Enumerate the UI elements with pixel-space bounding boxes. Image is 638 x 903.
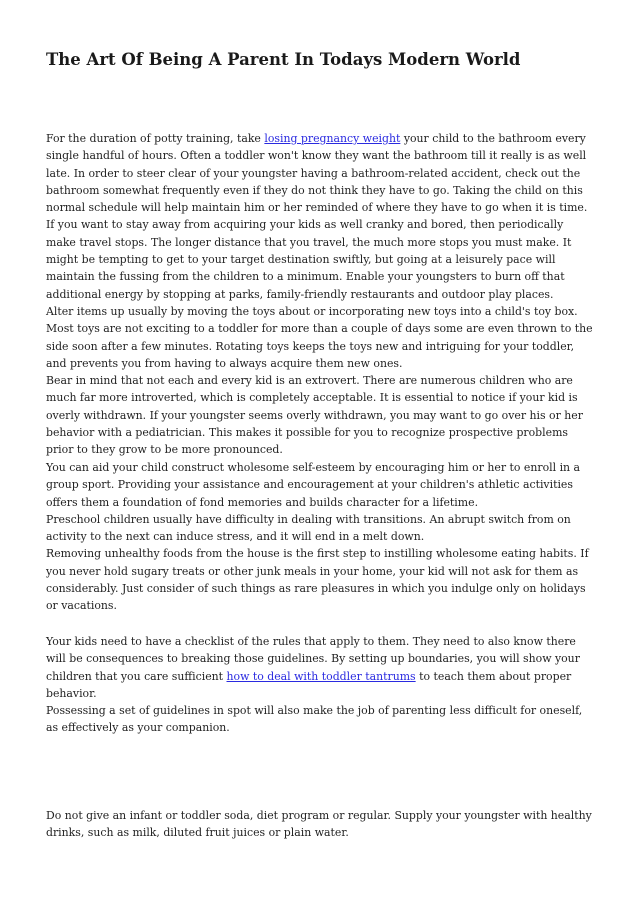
paragraph-text: Your kids need to have a checklist of the rules that apply to them. They need to also know there will be consequences to breaking those guidelines. By setting up boundaries, you will show your children that you care sufficient <box>46 635 580 683</box>
paragraph <box>46 130 594 216</box>
losing-pregnancy-weight-link[interactable]: losing pregnancy weight <box>264 132 401 145</box>
paragraph <box>46 633 594 702</box>
paragraph: Do not give an infant or toddler soda, diet program or regular. Supply your youngster with healthy drinks, such as milk, diluted fruit juices or plain water. <box>46 809 592 840</box>
paragraph-text: your child to the bathroom every single handful of hours. Often a toddler won't know they want the bathroom till it really is as well late. In order to steer clear of your youngster having a bathroom-related accident, check out the bathroom somewhat frequently even if they do not think they have to go. Taking the child on this normal schedule will help maintain him or her reminded of where they have to go when it is time. <box>46 132 588 215</box>
toddler-tantrums-link[interactable]: how to deal with toddler tantrums <box>226 669 416 683</box>
paragraph: Preschool children usually have difficulty in dealing with transitions. An abrupt switch from on activity to the next can induce stress, and it will end in a melt down. <box>46 512 571 544</box>
paragraph-text: to teach them about proper behavior. <box>46 669 572 700</box>
section-1 <box>46 130 594 459</box>
page-title: The Art Of Being A Parent In Todays Modern World <box>46 50 521 69</box>
paragraph-text: For the duration of potty training, take <box>46 132 265 145</box>
section-2 <box>46 459 594 615</box>
paragraph: Bear in mind that not each and every kid is an extrovert. There are numerous children who are much far more introverted, which is completely acceptable. It is essential to notice if your kid is overly withdrawn. If your youngster seems overly withdrawn, you may want to go over his or her behavior with a pediatrician. This makes it possible for you to recognize prospective problems prior to they grow to be more pronounced. <box>46 374 583 457</box>
section-3 <box>46 633 594 737</box>
paragraph: Removing unhealthy foods from the house is the first step to instilling wholesome eating habits. If you never hold sugary treats or other junk meals in your home, your kid will not ask for them as considerably. Just consider of such things as rare pleasures in which you indulge only on holidays or vacations. <box>46 547 589 613</box>
paragraph: If you want to stay away from acquiring your kids as well cranky and bored, then periodically make travel stops. The longer distance that you travel, the much more stops you must make. It might be tempting to get to your target destination swiftly, but going at a leisurely pace will maintain the fussing from the children to a minimum. Enable your youngsters to burn off that additional energy by stopping at parks, family-friendly restaurants and outdoor play places. <box>46 218 572 301</box>
paragraph: You can aid your child construct wholesome self-esteem by encouraging him or her to enroll in a group sport. Providing your assistance and encouragement at your children's athletic activities offers them a foundation of fond memories and builds character for a lifetime. <box>46 461 581 509</box>
paragraph: Possessing a set of guidelines in spot will also make the job of parenting less difficult for oneself, as effectively as your companion. <box>46 704 583 735</box>
paragraph: Alter items up usually by moving the toys about or incorporating new toys into a child's toy box. Most toys are not exciting to a toddler for more than a couple of days some are even thrown to the side soon after a few minutes. Rotating toys keeps the toys new and intriguing for your toddler, and prevents you from having to always acquire them new ones. <box>46 304 593 370</box>
section-4 <box>46 807 594 842</box>
